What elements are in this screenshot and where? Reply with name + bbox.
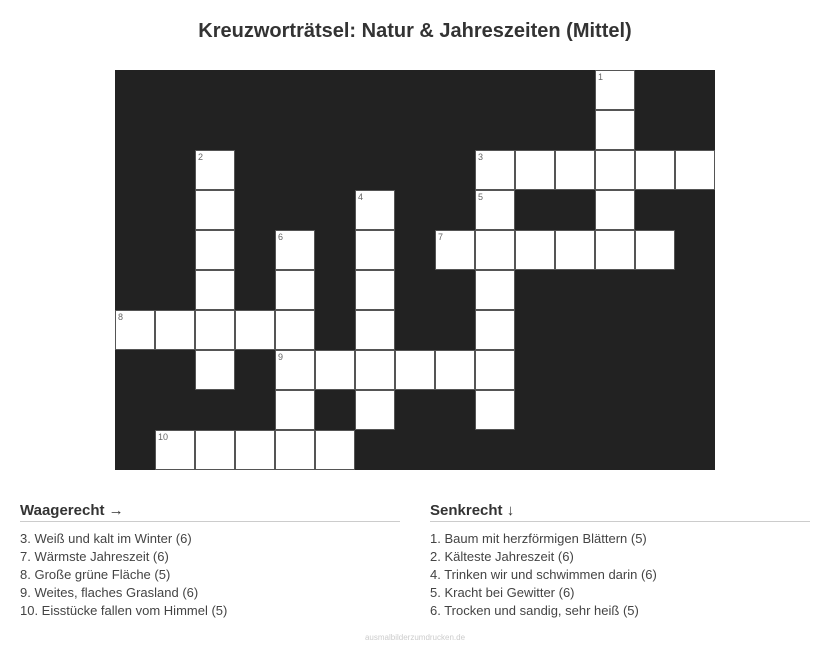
- crossword-cell[interactable]: [195, 430, 235, 470]
- crossword-cell[interactable]: [435, 230, 475, 270]
- puzzle-title: Kreuzworträtsel: Natur & Jahreszeiten (Mittel): [198, 20, 632, 42]
- across-clue: 8. Große grüne Fläche (5): [20, 567, 171, 582]
- down-heading: [430, 502, 810, 522]
- crossword-cell[interactable]: [275, 230, 315, 270]
- across-clues: [20, 502, 400, 620]
- crossword-cell[interactable]: [355, 190, 395, 230]
- right-arrow-icon: →: [108, 502, 124, 519]
- crossword-cell[interactable]: [355, 310, 395, 350]
- crossword-cell[interactable]: [195, 310, 235, 350]
- crossword-cell[interactable]: [355, 270, 395, 310]
- crossword-cell[interactable]: [155, 310, 195, 350]
- crossword-cell[interactable]: [395, 350, 435, 390]
- crossword-cell[interactable]: [275, 350, 315, 390]
- crossword-cell[interactable]: [155, 430, 195, 470]
- across-clue: 3. Weiß und kalt im Winter (6): [20, 531, 192, 546]
- crossword-cell[interactable]: [595, 70, 635, 110]
- crossword-cell[interactable]: [315, 430, 355, 470]
- crossword-cell[interactable]: [115, 310, 155, 350]
- crossword-cell[interactable]: [275, 270, 315, 310]
- crossword-cell[interactable]: [475, 310, 515, 350]
- clue-number: 10: [158, 432, 169, 442]
- clue-number: 9: [278, 352, 284, 362]
- clue-number: 7: [438, 232, 444, 242]
- crossword-cell[interactable]: [595, 230, 635, 270]
- crossword-cell[interactable]: [355, 390, 395, 430]
- down-clue: 5. Kracht bei Gewitter (6): [430, 585, 575, 600]
- crossword-cell[interactable]: [595, 190, 635, 230]
- crossword-cell[interactable]: [595, 110, 635, 150]
- crossword-cell[interactable]: [475, 390, 515, 430]
- crossword-cell[interactable]: [475, 190, 515, 230]
- crossword-cell[interactable]: [195, 350, 235, 390]
- crossword-cell[interactable]: [275, 310, 315, 350]
- footer-credit: ausmalbilderzumdrucken.de: [364, 633, 466, 642]
- down-clue: 4. Trinken wir und schwimmen darin (6): [430, 567, 657, 582]
- crossword-cell[interactable]: [635, 230, 675, 270]
- crossword-cell[interactable]: [515, 230, 555, 270]
- crossword-grid: [115, 70, 715, 470]
- clue-number: 1: [598, 72, 604, 82]
- crossword-cell[interactable]: [275, 390, 315, 430]
- clue-number: 4: [358, 192, 364, 202]
- crossword-cell[interactable]: [195, 230, 235, 270]
- crossword-cell[interactable]: [475, 150, 515, 190]
- crossword-cell[interactable]: [675, 150, 715, 190]
- crossword-cell[interactable]: [555, 150, 595, 190]
- crossword-cell[interactable]: [435, 350, 475, 390]
- down-clue: 1. Baum mit herzförmigen Blättern (5): [430, 531, 647, 546]
- down-heading-label: Senkrecht: [430, 502, 503, 519]
- across-clue: 9. Weites, flaches Grasland (6): [20, 585, 199, 600]
- crossword-cell[interactable]: [195, 190, 235, 230]
- crossword-cell[interactable]: [275, 430, 315, 470]
- crossword-cell[interactable]: [235, 310, 275, 350]
- crossword-cell[interactable]: [355, 350, 395, 390]
- across-heading-label: Waagerecht: [20, 502, 105, 519]
- crossword-cell[interactable]: [635, 150, 675, 190]
- crossword-cell[interactable]: [195, 270, 235, 310]
- down-clues: [430, 502, 810, 620]
- down-clue: 6. Trocken und sandig, sehr heiß (5): [430, 603, 639, 618]
- crossword-cell[interactable]: [555, 230, 595, 270]
- clue-number: 5: [478, 192, 484, 202]
- crossword-cell[interactable]: [235, 430, 275, 470]
- crossword-cell[interactable]: [475, 270, 515, 310]
- crossword-cell[interactable]: [195, 150, 235, 190]
- across-clue: 7. Wärmste Jahreszeit (6): [20, 549, 169, 564]
- crossword-cell[interactable]: [355, 230, 395, 270]
- down-arrow-icon: ↓: [506, 502, 515, 519]
- crossword-cell[interactable]: [475, 230, 515, 270]
- crossword-cell[interactable]: [475, 350, 515, 390]
- clue-number: 2: [198, 152, 204, 162]
- clue-number: 3: [478, 152, 484, 162]
- clue-number: 6: [278, 232, 284, 242]
- down-clue: 2. Kälteste Jahreszeit (6): [430, 549, 574, 564]
- crossword-cell[interactable]: [595, 150, 635, 190]
- crossword-cell[interactable]: [315, 350, 355, 390]
- across-heading: [20, 502, 400, 522]
- crossword-cell[interactable]: [515, 150, 555, 190]
- clue-number: 8: [118, 312, 124, 322]
- across-clue: 10. Eisstücke fallen vom Himmel (5): [20, 603, 228, 618]
